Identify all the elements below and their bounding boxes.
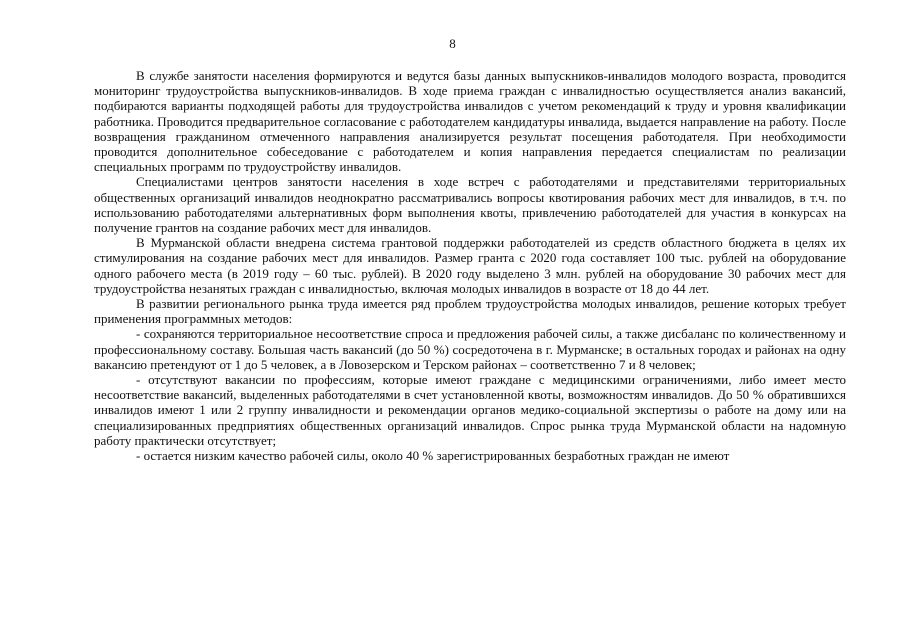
bullet-territorial-mismatch: - сохраняются территориальное несоответствие спроса и предложения рабочей силы, а также дисбаланс по количественному и профессиональному составу. Большая часть вакансий (до 50 %) сосредоточена в г. Мурманске; в остальных городах и районах на одну вакансию претендуют от 1 до 5 человек, а в Ловозерском и Терском районах – соответственно 7 и 8 человек;: [94, 326, 846, 372]
bullet-low-workforce-quality: - остается низким качество рабочей силы, около 40 % зарегистрированных безработных граждан не имеют: [136, 448, 730, 464]
paragraph-quota-meetings: Специалистами центров занятости населения в ходе встреч с работодателями и представителями территориальных общественных организаций инвалидов неоднократно рассматривались вопросы квотирования рабочих мест для инвалидов, в т.ч. по использованию работодателями альтернативных форм выполнения квоты, привлечению работодателей для участия в конкурсах на получение грантов на создание рабочих мест для инвалидов.: [94, 174, 846, 236]
page-number: 8: [449, 36, 456, 51]
paragraph-job-seekers-database: В службе занятости населения формируются и ведутся базы данных выпускников-инвалидов молодого возраста, проводится мониторинг трудоустройства выпускников-инвалидов. В ходе приема граждан с инвалидностью осуществляется анализ вакансий, подбираются варианты подходящей работы для трудоустройства инвалидов с учетом рекомендаций к труду и уровня квалификации работника. Проводится предварительное согласование с работодателем кандидатуры инвалида, выдается направление на работу. После возвращения гражданином отмеченного направления анализируется результат посещения работодателя. При необходимости проводится дополнительное собеседование с работодателем и копия направления передается специалистам по реализации специальных программ по трудоустройству инвалидов.: [94, 68, 846, 175]
paragraph-grant-support: В Мурманской области внедрена система грантовой поддержки работодателей из средств областного бюджета в целях их стимулирования на создание рабочих мест для инвалидов. Размер гранта с 2020 года составляет 100 тыс. рублей на оборудование одного рабочего места (в 2019 году – 60 тыс. рублей). В 2020 году выделено 3 млн. рублей на оборудование 30 рабочих мест для трудоустройства незанятых граждан с инвалидностью, включая молодых инвалидов в возрасте от 18 до 44 лет.: [94, 235, 846, 296]
bullet-no-vacancies: - отсутствуют вакансии по профессиям, которые имеют граждане с медицинскими ограничениями, либо имеет место несоответствие вакансий, выделенных работодателями в счет установленной квоты, возможностям инвалидов. До 50 % обратившихся инвалидов имеют 1 или 2 группу инвалидности и рекомендации органов медико-социальной экспертизы о работе на дому или на специализированных предприятиях общественных организаций инвалидов. Спрос рынка труда Мурманской области на надомную работу практически отсутствует;: [94, 372, 846, 448]
paragraph-labor-market-problems: В развитии регионального рынка труда имеется ряд проблем трудоустройства молодых инвалидов, решение которых требует применения программных методов:: [94, 296, 846, 327]
body-text: [94, 68, 846, 463]
